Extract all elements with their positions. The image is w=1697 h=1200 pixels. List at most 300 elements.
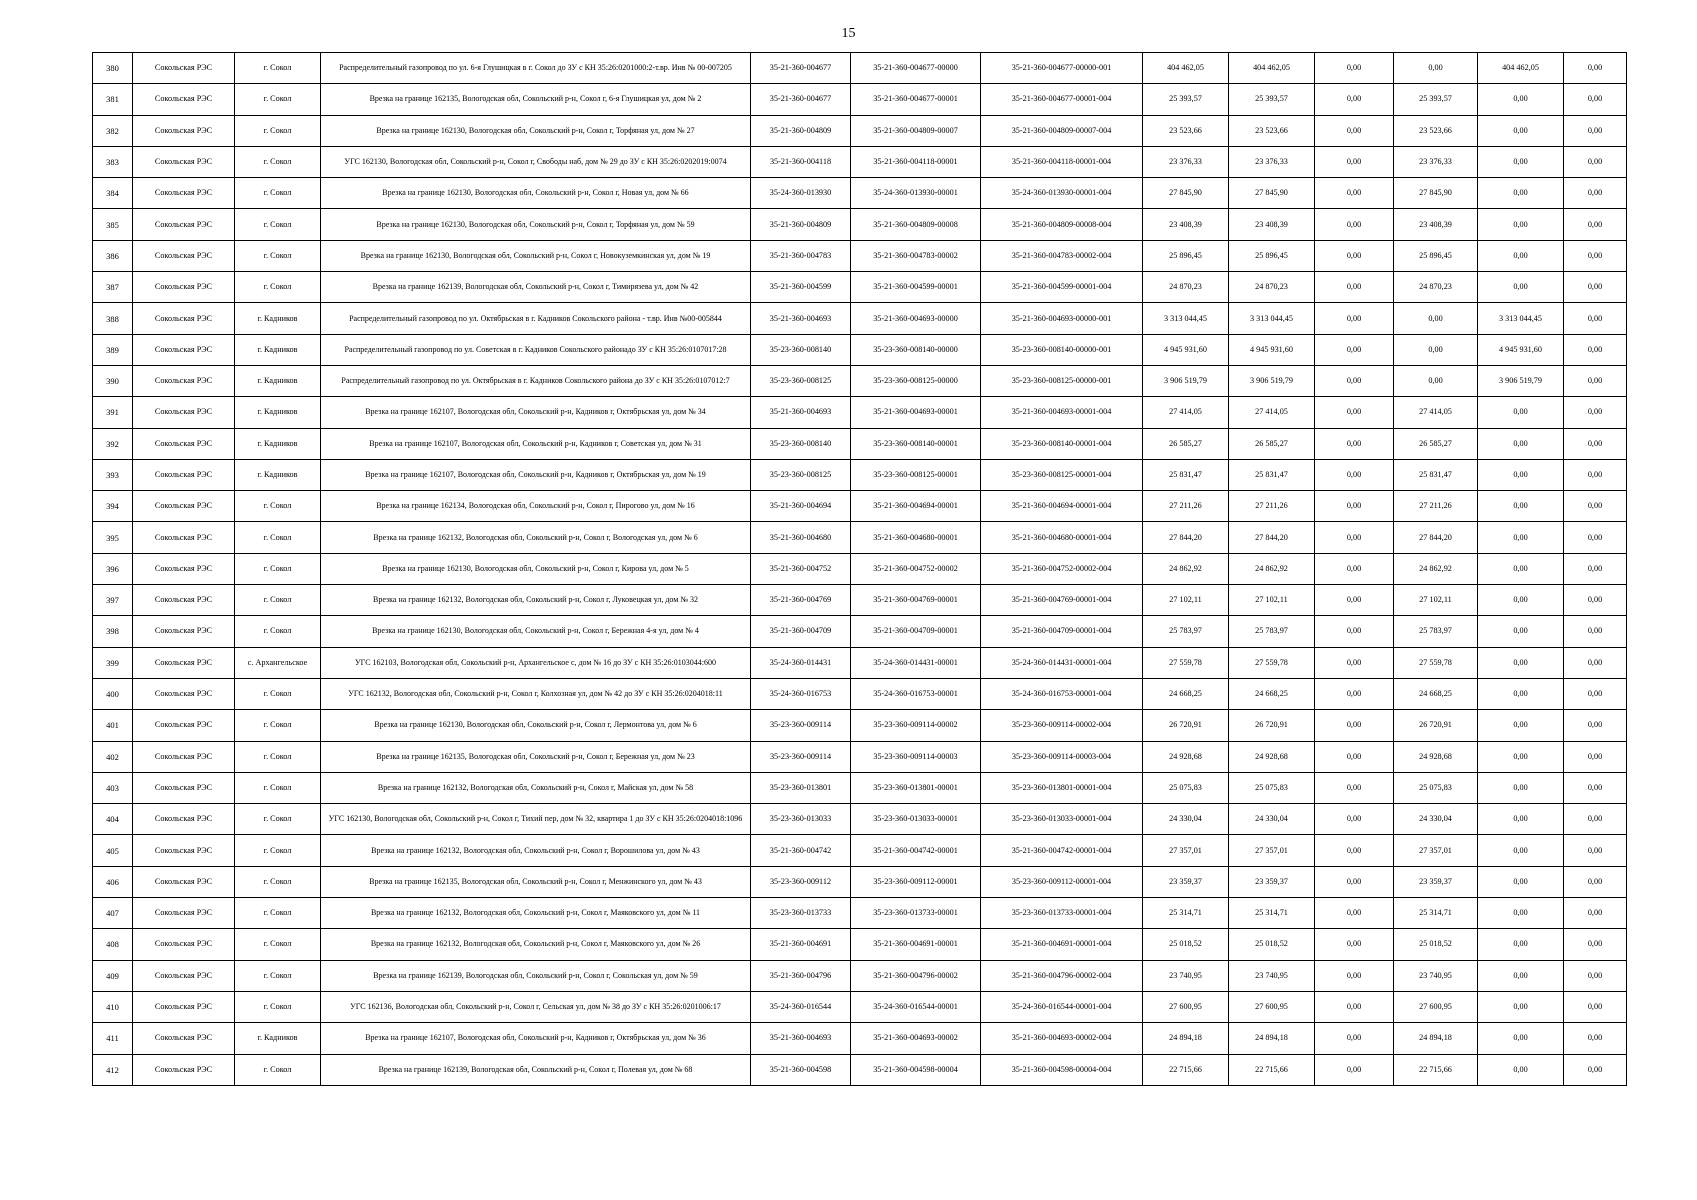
row-number: 407 xyxy=(93,898,133,929)
object-code-cell: 35-23-360-009114 xyxy=(751,741,851,772)
initial-cost-cell: 27 211,26 xyxy=(1143,491,1229,522)
registry-table xyxy=(92,52,1627,1086)
extra-cost-cell: 0,00 xyxy=(1564,1054,1627,1085)
residual-cost-cell: 25 783,97 xyxy=(1229,616,1315,647)
initial-cost-cell: 24 330,04 xyxy=(1143,804,1229,835)
residual-cost-cell: 3 906 519,79 xyxy=(1229,365,1315,396)
description-cell: Врезка на границе 162130, Вологодская обл, Сокольский р-н, Сокол г, Торфяная ул, дом № 59 xyxy=(321,209,751,240)
object-code-cell: 35-23-360-013801 xyxy=(751,772,851,803)
description-cell: Врезка на границе 162135, Вологодская обл, Сокольский р-н, Сокол г, Менжинского ул, дом № 43 xyxy=(321,866,751,897)
extra-cost-cell: 0,00 xyxy=(1564,898,1627,929)
object-code-cell: 35-23-360-008140 xyxy=(751,428,851,459)
inventory-id-cell: 35-21-360-004752-00002-004 xyxy=(981,553,1143,584)
extra-cost-cell: 0,00 xyxy=(1564,960,1627,991)
locality-cell: г. Сокол xyxy=(235,991,321,1022)
inventory-id-cell: 35-24-360-016544-00001-004 xyxy=(981,991,1143,1022)
initial-cost-cell: 3 906 519,79 xyxy=(1143,365,1229,396)
depreciation-cell: 0,00 xyxy=(1315,741,1394,772)
residual-cost-cell: 25 896,45 xyxy=(1229,240,1315,271)
object-id-cell: 35-21-360-004691-00001 xyxy=(851,929,981,960)
depreciation-cell: 0,00 xyxy=(1315,209,1394,240)
locality-cell: г. Кадников xyxy=(235,334,321,365)
cost-part-b-cell: 0,00 xyxy=(1478,146,1564,177)
table-row xyxy=(93,209,1627,240)
description-cell: Врезка на границе 162132, Вологодская обл, Сокольский р-н, Сокол г, Маяковского ул, дом № 11 xyxy=(321,898,751,929)
table-row xyxy=(93,647,1627,678)
depreciation-cell: 0,00 xyxy=(1315,272,1394,303)
inventory-id-cell: 35-23-360-013801-00001-004 xyxy=(981,772,1143,803)
table-row xyxy=(93,459,1627,490)
residual-cost-cell: 24 330,04 xyxy=(1229,804,1315,835)
table-row xyxy=(93,522,1627,553)
depreciation-cell: 0,00 xyxy=(1315,710,1394,741)
residual-cost-cell: 24 862,92 xyxy=(1229,553,1315,584)
depreciation-cell: 0,00 xyxy=(1315,616,1394,647)
district-cell: Сокольская РЭС xyxy=(133,365,235,396)
extra-cost-cell: 0,00 xyxy=(1564,115,1627,146)
initial-cost-cell: 25 831,47 xyxy=(1143,459,1229,490)
inventory-id-cell: 35-21-360-004694-00001-004 xyxy=(981,491,1143,522)
cost-part-a-cell: 0,00 xyxy=(1394,303,1478,334)
table-row xyxy=(93,804,1627,835)
table-row xyxy=(93,240,1627,271)
inventory-id-cell: 35-21-360-004809-00007-004 xyxy=(981,115,1143,146)
extra-cost-cell: 0,00 xyxy=(1564,146,1627,177)
object-code-cell: 35-24-360-016753 xyxy=(751,678,851,709)
district-cell: Сокольская РЭС xyxy=(133,647,235,678)
table-row xyxy=(93,553,1627,584)
object-code-cell: 35-21-360-004809 xyxy=(751,209,851,240)
object-id-cell: 35-21-360-004809-00008 xyxy=(851,209,981,240)
description-cell: Врезка на границе 162107, Вологодская обл, Сокольский р-н, Кадников г, Октябрьская ул, дом № 36 xyxy=(321,1023,751,1054)
inventory-id-cell: 35-21-360-004742-00001-004 xyxy=(981,835,1143,866)
initial-cost-cell: 404 462,05 xyxy=(1143,53,1229,84)
district-cell: Сокольская РЭС xyxy=(133,835,235,866)
locality-cell: с. Архангельское xyxy=(235,647,321,678)
row-number: 410 xyxy=(93,991,133,1022)
district-cell: Сокольская РЭС xyxy=(133,209,235,240)
object-code-cell: 35-24-360-014431 xyxy=(751,647,851,678)
object-code-cell: 35-21-360-004694 xyxy=(751,491,851,522)
initial-cost-cell: 23 523,66 xyxy=(1143,115,1229,146)
extra-cost-cell: 0,00 xyxy=(1564,334,1627,365)
inventory-id-cell: 35-23-360-009114-00002-004 xyxy=(981,710,1143,741)
inventory-id-cell: 35-23-360-013033-00001-004 xyxy=(981,804,1143,835)
object-id-cell: 35-24-360-014431-00001 xyxy=(851,647,981,678)
initial-cost-cell: 24 870,23 xyxy=(1143,272,1229,303)
object-code-cell: 35-21-360-004752 xyxy=(751,553,851,584)
table-row xyxy=(93,1023,1627,1054)
extra-cost-cell: 0,00 xyxy=(1564,553,1627,584)
extra-cost-cell: 0,00 xyxy=(1564,365,1627,396)
extra-cost-cell: 0,00 xyxy=(1564,272,1627,303)
locality-cell: г. Кадников xyxy=(235,303,321,334)
residual-cost-cell: 23 523,66 xyxy=(1229,115,1315,146)
object-code-cell: 35-23-360-009114 xyxy=(751,710,851,741)
depreciation-cell: 0,00 xyxy=(1315,804,1394,835)
cost-part-b-cell: 3 906 519,79 xyxy=(1478,365,1564,396)
description-cell: Врезка на границе 162107, Вологодская обл, Сокольский р-н, Кадников г, Октябрьская ул, дом № 34 xyxy=(321,397,751,428)
locality-cell: г. Сокол xyxy=(235,804,321,835)
district-cell: Сокольская РЭС xyxy=(133,1054,235,1085)
depreciation-cell: 0,00 xyxy=(1315,835,1394,866)
locality-cell: г. Сокол xyxy=(235,898,321,929)
depreciation-cell: 0,00 xyxy=(1315,553,1394,584)
description-cell: Врезка на границе 162135, Вологодская обл, Сокольский р-н, Сокол г, 6-я Глушицкая ул, дом № 2 xyxy=(321,84,751,115)
cost-part-a-cell: 0,00 xyxy=(1394,334,1478,365)
district-cell: Сокольская РЭС xyxy=(133,53,235,84)
initial-cost-cell: 23 359,37 xyxy=(1143,866,1229,897)
object-code-cell: 35-23-360-013733 xyxy=(751,898,851,929)
object-id-cell: 35-24-360-016753-00001 xyxy=(851,678,981,709)
cost-part-b-cell: 0,00 xyxy=(1478,272,1564,303)
initial-cost-cell: 26 720,91 xyxy=(1143,710,1229,741)
locality-cell: г. Сокол xyxy=(235,678,321,709)
row-number: 406 xyxy=(93,866,133,897)
residual-cost-cell: 27 211,26 xyxy=(1229,491,1315,522)
residual-cost-cell: 25 393,57 xyxy=(1229,84,1315,115)
locality-cell: г. Кадников xyxy=(235,397,321,428)
extra-cost-cell: 0,00 xyxy=(1564,710,1627,741)
inventory-id-cell: 35-24-360-013930-00001-004 xyxy=(981,178,1143,209)
object-id-cell: 35-21-360-004598-00004 xyxy=(851,1054,981,1085)
description-cell: Врезка на границе 162130, Вологодская обл, Сокольский р-н, Сокол г, Бережная 4-я ул, дом № 4 xyxy=(321,616,751,647)
initial-cost-cell: 27 102,11 xyxy=(1143,585,1229,616)
initial-cost-cell: 24 668,25 xyxy=(1143,678,1229,709)
table-row xyxy=(93,991,1627,1022)
cost-part-b-cell: 0,00 xyxy=(1478,240,1564,271)
residual-cost-cell: 25 018,52 xyxy=(1229,929,1315,960)
extra-cost-cell: 0,00 xyxy=(1564,397,1627,428)
inventory-id-cell: 35-21-360-004680-00001-004 xyxy=(981,522,1143,553)
table-row xyxy=(93,1054,1627,1085)
cost-part-a-cell: 26 720,91 xyxy=(1394,710,1478,741)
extra-cost-cell: 0,00 xyxy=(1564,178,1627,209)
residual-cost-cell: 25 831,47 xyxy=(1229,459,1315,490)
residual-cost-cell: 27 414,05 xyxy=(1229,397,1315,428)
object-code-cell: 35-21-360-004680 xyxy=(751,522,851,553)
object-id-cell: 35-23-360-013801-00001 xyxy=(851,772,981,803)
table-row xyxy=(93,146,1627,177)
object-code-cell: 35-21-360-004691 xyxy=(751,929,851,960)
object-code-cell: 35-21-360-004677 xyxy=(751,53,851,84)
row-number: 385 xyxy=(93,209,133,240)
object-id-cell: 35-21-360-004694-00001 xyxy=(851,491,981,522)
row-number: 400 xyxy=(93,678,133,709)
row-number: 388 xyxy=(93,303,133,334)
initial-cost-cell: 26 585,27 xyxy=(1143,428,1229,459)
table-row xyxy=(93,303,1627,334)
description-cell: Врезка на границе 162107, Вологодская обл, Сокольский р-н, Кадников г, Советская ул, дом № 31 xyxy=(321,428,751,459)
object-code-cell: 35-21-360-004742 xyxy=(751,835,851,866)
row-number: 405 xyxy=(93,835,133,866)
row-number: 408 xyxy=(93,929,133,960)
cost-part-a-cell: 23 376,33 xyxy=(1394,146,1478,177)
initial-cost-cell: 25 393,57 xyxy=(1143,84,1229,115)
cost-part-b-cell: 0,00 xyxy=(1478,960,1564,991)
initial-cost-cell: 24 894,18 xyxy=(1143,1023,1229,1054)
object-id-cell: 35-21-360-004693-00002 xyxy=(851,1023,981,1054)
object-id-cell: 35-24-360-016544-00001 xyxy=(851,991,981,1022)
cost-part-b-cell: 0,00 xyxy=(1478,209,1564,240)
object-code-cell: 35-21-360-004769 xyxy=(751,585,851,616)
depreciation-cell: 0,00 xyxy=(1315,334,1394,365)
depreciation-cell: 0,00 xyxy=(1315,53,1394,84)
table-row xyxy=(93,866,1627,897)
object-code-cell: 35-23-360-008125 xyxy=(751,459,851,490)
depreciation-cell: 0,00 xyxy=(1315,84,1394,115)
description-cell: УГС 162132, Вологодская обл, Сокольский р-н, Сокол г, Колхозная ул, дом № 42 до ЗУ с КН 35:26:0204018:11 xyxy=(321,678,751,709)
locality-cell: г. Сокол xyxy=(235,84,321,115)
cost-part-b-cell: 0,00 xyxy=(1478,585,1564,616)
residual-cost-cell: 4 945 931,60 xyxy=(1229,334,1315,365)
cost-part-a-cell: 25 783,97 xyxy=(1394,616,1478,647)
initial-cost-cell: 25 075,83 xyxy=(1143,772,1229,803)
inventory-id-cell: 35-21-360-004783-00002-004 xyxy=(981,240,1143,271)
district-cell: Сокольская РЭС xyxy=(133,898,235,929)
row-number: 402 xyxy=(93,741,133,772)
cost-part-b-cell: 0,00 xyxy=(1478,991,1564,1022)
depreciation-cell: 0,00 xyxy=(1315,585,1394,616)
cost-part-b-cell: 0,00 xyxy=(1478,710,1564,741)
cost-part-a-cell: 25 075,83 xyxy=(1394,772,1478,803)
district-cell: Сокольская РЭС xyxy=(133,84,235,115)
object-id-cell: 35-21-360-004796-00002 xyxy=(851,960,981,991)
description-cell: УГС 162130, Вологодская обл, Сокольский р-н, Сокол г, Свободы наб, дом № 29 до ЗУ с КН 35:26:0202019:0074 xyxy=(321,146,751,177)
extra-cost-cell: 0,00 xyxy=(1564,84,1627,115)
description-cell: Врезка на границе 162132, Вологодская обл, Сокольский р-н, Сокол г, Луковецкая ул, дом № 32 xyxy=(321,585,751,616)
inventory-id-cell: 35-21-360-004693-00002-004 xyxy=(981,1023,1143,1054)
cost-part-b-cell: 0,00 xyxy=(1478,647,1564,678)
table-row xyxy=(93,741,1627,772)
extra-cost-cell: 0,00 xyxy=(1564,240,1627,271)
locality-cell: г. Сокол xyxy=(235,835,321,866)
table-row xyxy=(93,835,1627,866)
object-code-cell: 35-21-360-004118 xyxy=(751,146,851,177)
table-row xyxy=(93,397,1627,428)
depreciation-cell: 0,00 xyxy=(1315,960,1394,991)
depreciation-cell: 0,00 xyxy=(1315,898,1394,929)
table-row xyxy=(93,678,1627,709)
object-id-cell: 35-21-360-004809-00007 xyxy=(851,115,981,146)
cost-part-a-cell: 23 408,39 xyxy=(1394,209,1478,240)
description-cell: Врезка на границе 162139, Вологодская обл, Сокольский р-н, Сокол г, Полевая ул, дом № 68 xyxy=(321,1054,751,1085)
object-id-cell: 35-23-360-008140-00001 xyxy=(851,428,981,459)
locality-cell: г. Сокол xyxy=(235,616,321,647)
residual-cost-cell: 3 313 044,45 xyxy=(1229,303,1315,334)
district-cell: Сокольская РЭС xyxy=(133,115,235,146)
description-cell: Врезка на границе 162130, Вологодская обл, Сокольский р-н, Сокол г, Кирова ул, дом № 5 xyxy=(321,553,751,584)
district-cell: Сокольская РЭС xyxy=(133,178,235,209)
cost-part-b-cell: 0,00 xyxy=(1478,553,1564,584)
cost-part-a-cell: 27 844,20 xyxy=(1394,522,1478,553)
residual-cost-cell: 24 928,68 xyxy=(1229,741,1315,772)
inventory-id-cell: 35-23-360-008140-00000-001 xyxy=(981,334,1143,365)
locality-cell: г. Сокол xyxy=(235,772,321,803)
row-number: 403 xyxy=(93,772,133,803)
residual-cost-cell: 27 559,78 xyxy=(1229,647,1315,678)
object-id-cell: 35-21-360-004742-00001 xyxy=(851,835,981,866)
initial-cost-cell: 24 862,92 xyxy=(1143,553,1229,584)
row-number: 394 xyxy=(93,491,133,522)
residual-cost-cell: 25 075,83 xyxy=(1229,772,1315,803)
object-code-cell: 35-21-360-004693 xyxy=(751,303,851,334)
object-id-cell: 35-23-360-009114-00003 xyxy=(851,741,981,772)
initial-cost-cell: 25 896,45 xyxy=(1143,240,1229,271)
object-id-cell: 35-21-360-004677-00000 xyxy=(851,53,981,84)
cost-part-b-cell: 0,00 xyxy=(1478,866,1564,897)
object-code-cell: 35-21-360-004809 xyxy=(751,115,851,146)
locality-cell: г. Сокол xyxy=(235,209,321,240)
extra-cost-cell: 0,00 xyxy=(1564,741,1627,772)
district-cell: Сокольская РЭС xyxy=(133,334,235,365)
description-cell: Врезка на границе 162130, Вологодская обл, Сокольский р-н, Сокол г, Новокуземкинская ул, дом № 19 xyxy=(321,240,751,271)
extra-cost-cell: 0,00 xyxy=(1564,929,1627,960)
cost-part-b-cell: 0,00 xyxy=(1478,459,1564,490)
cost-part-b-cell: 0,00 xyxy=(1478,1023,1564,1054)
row-number: 380 xyxy=(93,53,133,84)
row-number: 386 xyxy=(93,240,133,271)
row-number: 392 xyxy=(93,428,133,459)
depreciation-cell: 0,00 xyxy=(1315,146,1394,177)
district-cell: Сокольская РЭС xyxy=(133,303,235,334)
depreciation-cell: 0,00 xyxy=(1315,115,1394,146)
inventory-id-cell: 35-21-360-004796-00002-004 xyxy=(981,960,1143,991)
description-cell: Врезка на границе 162130, Вологодская обл, Сокольский р-н, Сокол г, Торфяная ул, дом № 27 xyxy=(321,115,751,146)
row-number: 395 xyxy=(93,522,133,553)
cost-part-a-cell: 25 831,47 xyxy=(1394,459,1478,490)
cost-part-b-cell: 404 462,05 xyxy=(1478,53,1564,84)
object-id-cell: 35-21-360-004693-00000 xyxy=(851,303,981,334)
locality-cell: г. Сокол xyxy=(235,146,321,177)
table-row xyxy=(93,585,1627,616)
table-row xyxy=(93,178,1627,209)
cost-part-a-cell: 0,00 xyxy=(1394,53,1478,84)
residual-cost-cell: 26 585,27 xyxy=(1229,428,1315,459)
initial-cost-cell: 25 783,97 xyxy=(1143,616,1229,647)
object-id-cell: 35-21-360-004680-00001 xyxy=(851,522,981,553)
object-id-cell: 35-23-360-009114-00002 xyxy=(851,710,981,741)
depreciation-cell: 0,00 xyxy=(1315,772,1394,803)
depreciation-cell: 0,00 xyxy=(1315,491,1394,522)
depreciation-cell: 0,00 xyxy=(1315,365,1394,396)
inventory-id-cell: 35-21-360-004118-00001-004 xyxy=(981,146,1143,177)
residual-cost-cell: 23 376,33 xyxy=(1229,146,1315,177)
cost-part-a-cell: 27 102,11 xyxy=(1394,585,1478,616)
extra-cost-cell: 0,00 xyxy=(1564,491,1627,522)
cost-part-a-cell: 25 314,71 xyxy=(1394,898,1478,929)
cost-part-b-cell: 0,00 xyxy=(1478,1054,1564,1085)
cost-part-a-cell: 26 585,27 xyxy=(1394,428,1478,459)
inventory-id-cell: 35-23-360-008125-00001-004 xyxy=(981,459,1143,490)
locality-cell: г. Сокол xyxy=(235,585,321,616)
inventory-id-cell: 35-21-360-004693-00000-001 xyxy=(981,303,1143,334)
extra-cost-cell: 0,00 xyxy=(1564,991,1627,1022)
residual-cost-cell: 27 845,90 xyxy=(1229,178,1315,209)
object-code-cell: 35-21-360-004796 xyxy=(751,960,851,991)
locality-cell: г. Сокол xyxy=(235,741,321,772)
cost-part-b-cell: 0,00 xyxy=(1478,898,1564,929)
district-cell: Сокольская РЭС xyxy=(133,710,235,741)
object-code-cell: 35-24-360-016544 xyxy=(751,991,851,1022)
residual-cost-cell: 27 102,11 xyxy=(1229,585,1315,616)
cost-part-a-cell: 27 600,95 xyxy=(1394,991,1478,1022)
locality-cell: г. Сокол xyxy=(235,522,321,553)
object-id-cell: 35-21-360-004693-00001 xyxy=(851,397,981,428)
depreciation-cell: 0,00 xyxy=(1315,303,1394,334)
inventory-id-cell: 35-21-360-004693-00001-004 xyxy=(981,397,1143,428)
description-cell: УГС 162130, Вологодская обл, Сокольский р-н, Сокол г, Тихий пер, дом № 32, квартира 1 до ЗУ с КН 35:26:0204018:1096 xyxy=(321,804,751,835)
description-cell: Врезка на границе 162139, Вологодская обл, Сокольский р-н, Сокол г, Тимирязева ул, дом № 42 xyxy=(321,272,751,303)
locality-cell: г. Сокол xyxy=(235,53,321,84)
object-id-cell: 35-24-360-013930-00001 xyxy=(851,178,981,209)
object-id-cell: 35-21-360-004769-00001 xyxy=(851,585,981,616)
cost-part-a-cell: 27 414,05 xyxy=(1394,397,1478,428)
cost-part-a-cell: 25 896,45 xyxy=(1394,240,1478,271)
row-number: 381 xyxy=(93,84,133,115)
residual-cost-cell: 24 668,25 xyxy=(1229,678,1315,709)
cost-part-b-cell: 0,00 xyxy=(1478,178,1564,209)
row-number: 398 xyxy=(93,616,133,647)
object-id-cell: 35-21-360-004599-00001 xyxy=(851,272,981,303)
cost-part-a-cell: 27 559,78 xyxy=(1394,647,1478,678)
table-row xyxy=(93,84,1627,115)
row-number: 391 xyxy=(93,397,133,428)
depreciation-cell: 0,00 xyxy=(1315,929,1394,960)
cost-part-b-cell: 0,00 xyxy=(1478,929,1564,960)
inventory-id-cell: 35-23-360-009112-00001-004 xyxy=(981,866,1143,897)
cost-part-a-cell: 23 523,66 xyxy=(1394,115,1478,146)
initial-cost-cell: 27 844,20 xyxy=(1143,522,1229,553)
description-cell: Врезка на границе 162132, Вологодская обл, Сокольский р-н, Сокол г, Маяковского ул, дом № 26 xyxy=(321,929,751,960)
cost-part-b-cell: 0,00 xyxy=(1478,678,1564,709)
inventory-id-cell: 35-21-360-004809-00008-004 xyxy=(981,209,1143,240)
residual-cost-cell: 25 314,71 xyxy=(1229,898,1315,929)
initial-cost-cell: 27 414,05 xyxy=(1143,397,1229,428)
extra-cost-cell: 0,00 xyxy=(1564,459,1627,490)
extra-cost-cell: 0,00 xyxy=(1564,678,1627,709)
inventory-id-cell: 35-21-360-004691-00001-004 xyxy=(981,929,1143,960)
cost-part-b-cell: 0,00 xyxy=(1478,115,1564,146)
page-number: 15 xyxy=(841,26,856,41)
object-code-cell: 35-23-360-008140 xyxy=(751,334,851,365)
extra-cost-cell: 0,00 xyxy=(1564,804,1627,835)
description-cell: Распределительный газопровод по ул. Советская в г. Кадников Сокольского районадо ЗУ с КН 35:26:0107017:28 xyxy=(321,334,751,365)
initial-cost-cell: 22 715,66 xyxy=(1143,1054,1229,1085)
table-row xyxy=(93,616,1627,647)
depreciation-cell: 0,00 xyxy=(1315,1023,1394,1054)
description-cell: Врезка на границе 162135, Вологодская обл, Сокольский р-н, Сокол г, Бережная ул, дом № 23 xyxy=(321,741,751,772)
district-cell: Сокольская РЭС xyxy=(133,522,235,553)
initial-cost-cell: 4 945 931,60 xyxy=(1143,334,1229,365)
cost-part-a-cell: 23 740,95 xyxy=(1394,960,1478,991)
description-cell: Врезка на границе 162132, Вологодская обл, Сокольский р-н, Сокол г, Майская ул, дом № 58 xyxy=(321,772,751,803)
object-id-cell: 35-23-360-008125-00001 xyxy=(851,459,981,490)
object-code-cell: 35-21-360-004693 xyxy=(751,397,851,428)
row-number: 404 xyxy=(93,804,133,835)
cost-part-b-cell: 0,00 xyxy=(1478,741,1564,772)
inventory-id-cell: 35-23-360-008140-00001-004 xyxy=(981,428,1143,459)
row-number: 390 xyxy=(93,365,133,396)
district-cell: Сокольская РЭС xyxy=(133,553,235,584)
inventory-id-cell: 35-21-360-004709-00001-004 xyxy=(981,616,1143,647)
residual-cost-cell: 404 462,05 xyxy=(1229,53,1315,84)
row-number: 387 xyxy=(93,272,133,303)
inventory-id-cell: 35-21-360-004677-00001-004 xyxy=(981,84,1143,115)
extra-cost-cell: 0,00 xyxy=(1564,616,1627,647)
extra-cost-cell: 0,00 xyxy=(1564,835,1627,866)
cost-part-a-cell: 24 894,18 xyxy=(1394,1023,1478,1054)
